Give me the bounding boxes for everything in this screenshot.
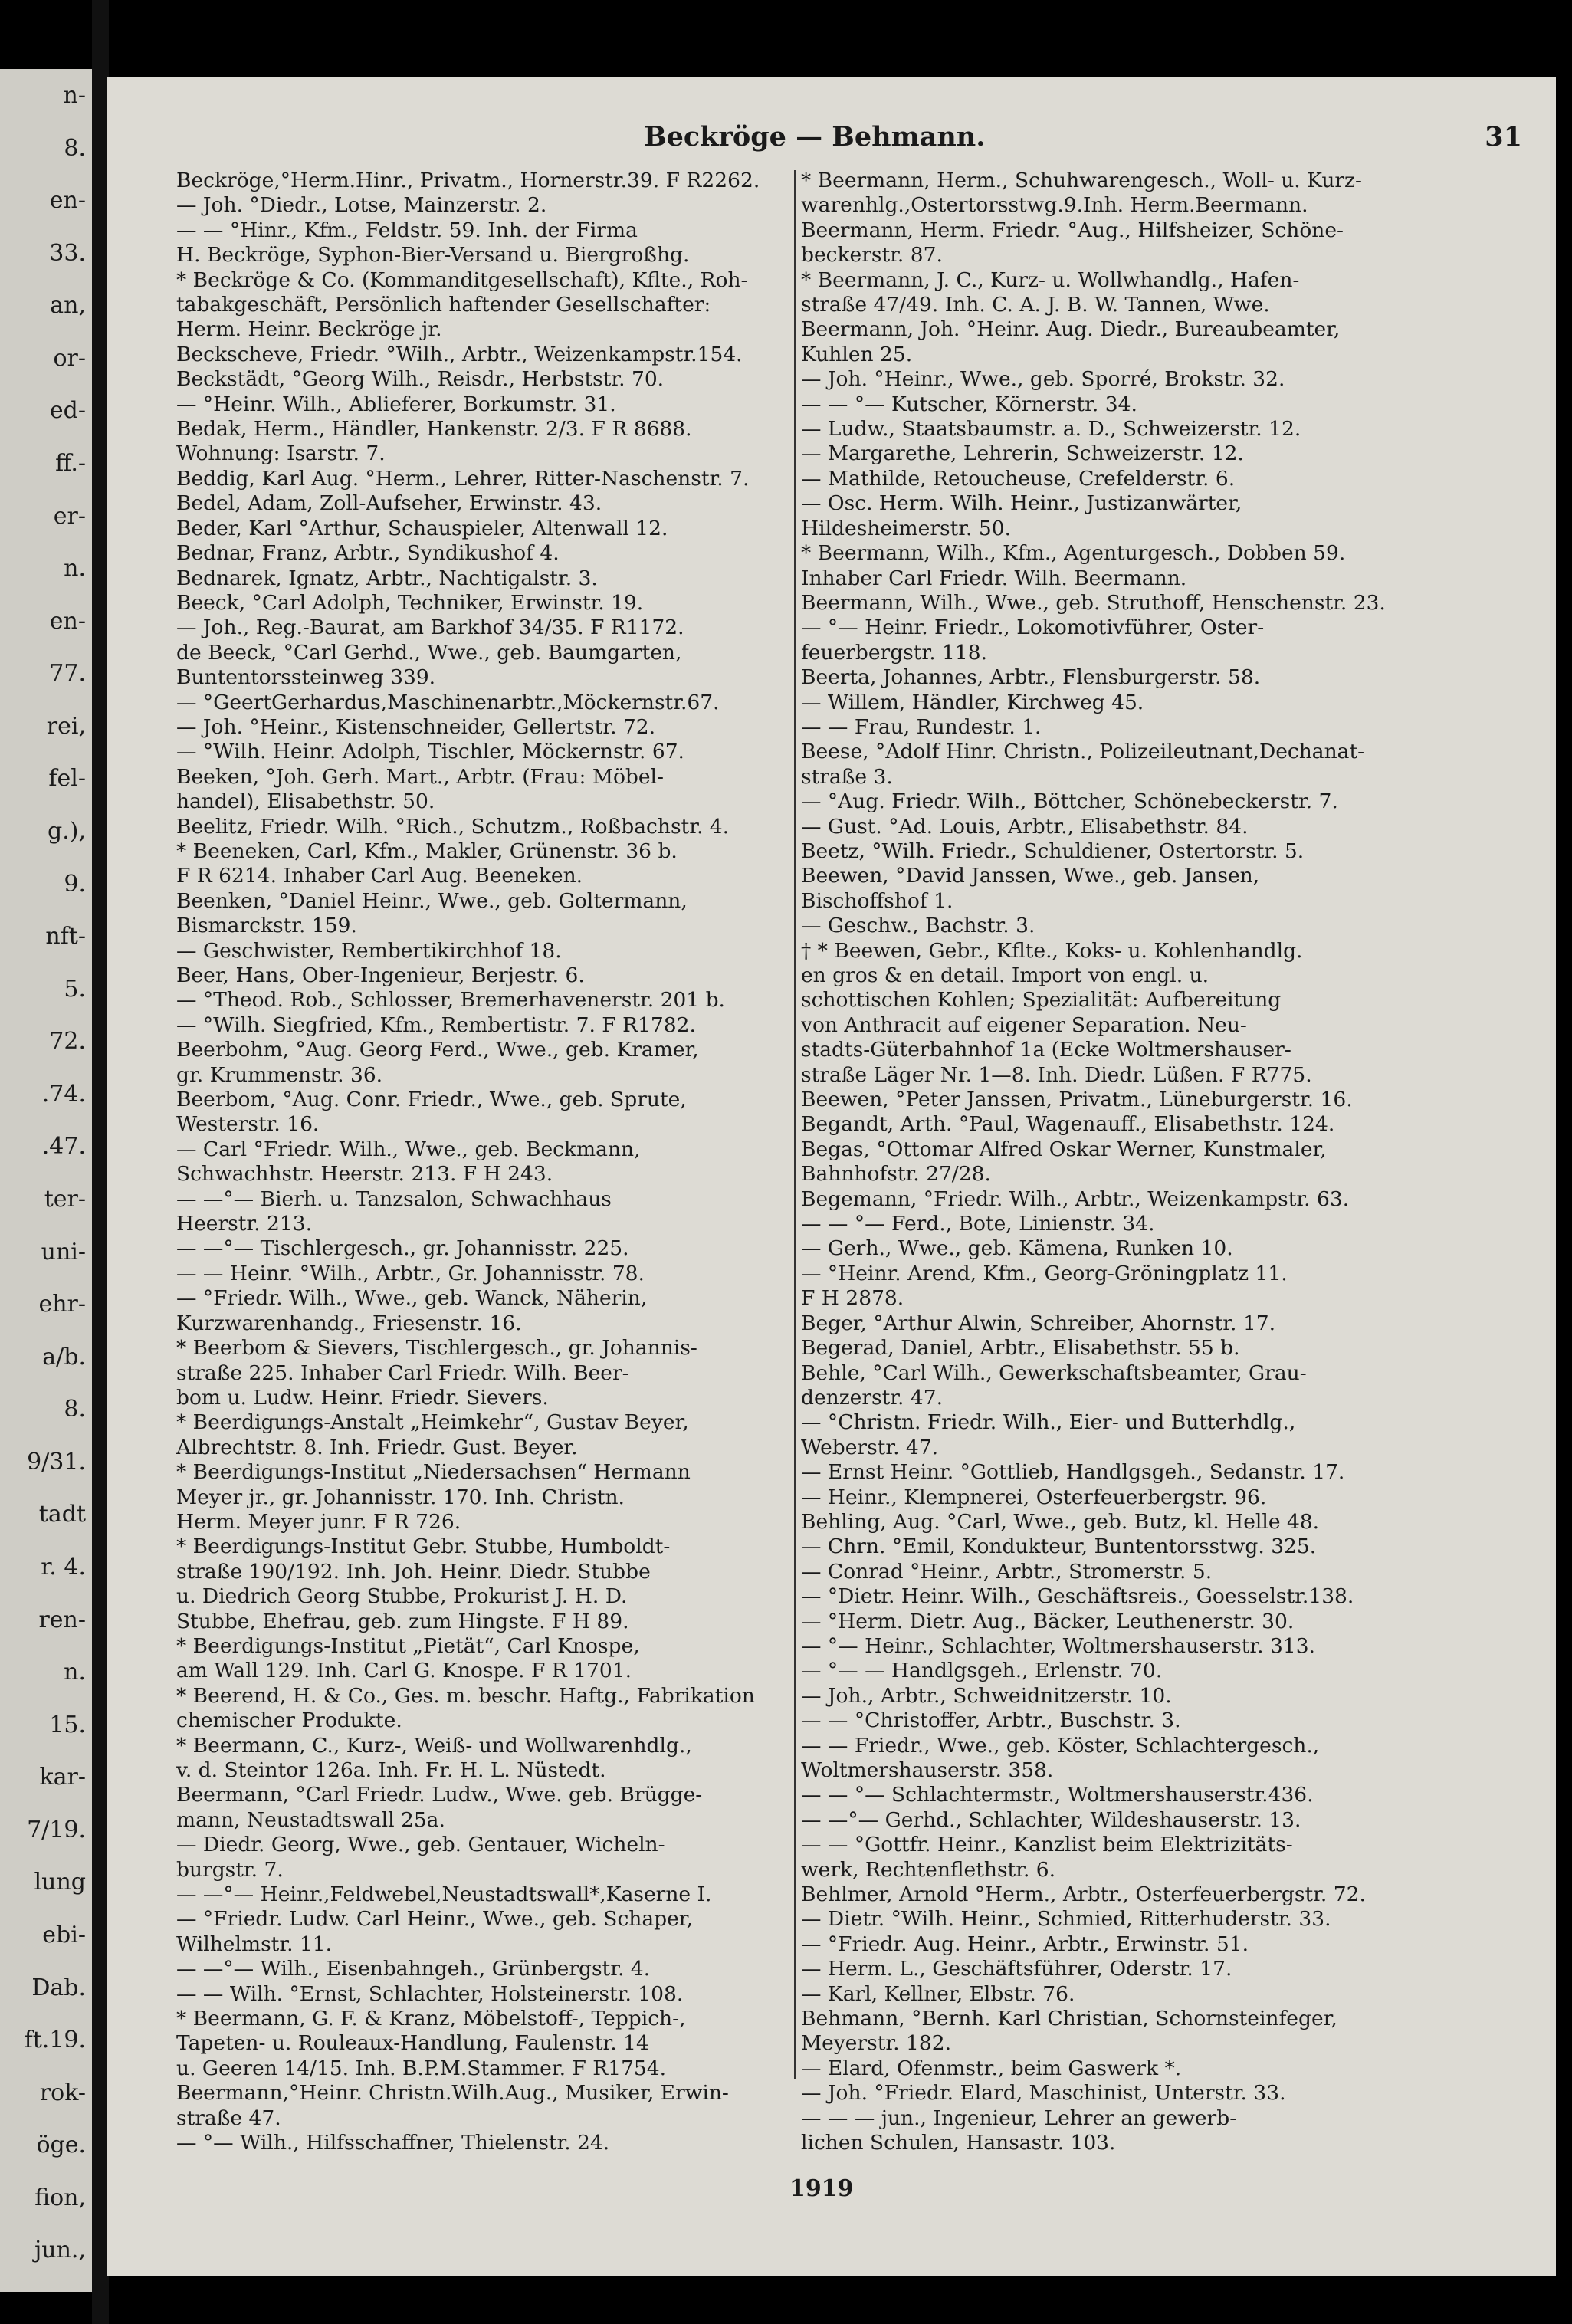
- facing-page-fragment: or-: [53, 344, 86, 372]
- directory-entry-line: — —°— Gerhd., Schlachter, Wildeshauserstr. 13.: [801, 1807, 1301, 1832]
- directory-entry-line: — Joh. °Heinr., Wwe., geb. Sporré, Brokstr. 32.: [801, 367, 1285, 392]
- directory-entry-line: tabakgeschäft, Persönlich haftender Gesellschafter:: [176, 293, 711, 317]
- directory-entry-line: — —°— Heinr.,Feldwebel,Neustadtswall*,Kaserne I.: [176, 1883, 712, 1907]
- directory-entry-line: — Carl °Friedr. Wilh., Wwe., geb. Beckmann,: [176, 1137, 641, 1161]
- directory-entry-line: * Beermann, G. F. & Kranz, Möbelstoff-, Teppich-,: [176, 2007, 686, 2031]
- directory-entry-line: straße 47.: [176, 2106, 281, 2130]
- directory-entry-line: Beckscheve, Friedr. °Wilh., Arbtr., Weizenkampstr.154.: [176, 342, 743, 366]
- directory-entry-line: Beermann, Joh. °Heinr. Aug. Diedr., Bureaubeamter,: [801, 317, 1341, 342]
- directory-entry-line: von Anthracit auf eigener Separation. Neu-: [801, 1013, 1247, 1037]
- facing-page-fragment: öge.: [36, 2132, 86, 2159]
- directory-entry-line: — —°— Tischlergesch., gr. Johannisstr. 225.: [176, 1236, 629, 1261]
- directory-entry-line: — °Friedr. Wilh., Wwe., geb. Wanck, Näherin,: [176, 1286, 648, 1311]
- facing-page-fragment: nft-: [45, 923, 86, 950]
- directory-entry-line: Inhaber Carl Friedr. Wilh. Beermann.: [801, 566, 1187, 590]
- directory-entry-line: bom u. Ludw. Heinr. Friedr. Sievers.: [176, 1385, 549, 1410]
- facing-page-text-fragments: [0, 69, 92, 2292]
- directory-entry-line: — — Friedr., Wwe., geb. Köster, Schlachtergesch.,: [801, 1733, 1320, 1758]
- directory-entry-line: * Beermann, C., Kurz-, Weiß- und Wollwarenhdlg.,: [176, 1733, 692, 1758]
- directory-entry-line: de Beeck, °Carl Gerhd., Wwe., geb. Baumgarten,: [176, 640, 682, 665]
- facing-page-fragment: en-: [49, 607, 86, 635]
- directory-entry-line: mann, Neustadtswall 25a.: [176, 1807, 445, 1832]
- directory-entry-line: Beelitz, Friedr. Wilh. °Rich., Schutzm., Roßbachstr. 4.: [176, 814, 730, 839]
- directory-entry-line: — Mathilde, Retoucheuse, Crefelderstr. 6.: [801, 466, 1236, 491]
- directory-entry-line: — Conrad °Heinr., Arbtr., Stromerstr. 5.: [801, 1559, 1213, 1584]
- facing-page-fragment: ren-: [38, 1606, 86, 1633]
- directory-entry-line: * Beerdigungs-Institut Gebr. Stubbe, Humboldt-: [176, 1535, 671, 1559]
- directory-entry-line: Tapeten- u. Rouleaux-Handlung, Faulenstr. 14: [176, 2031, 649, 2056]
- facing-page-fragment: .74.: [41, 1080, 86, 1108]
- directory-entry-line: Behling, Aug. °Carl, Wwe., geb. Butz, kl. Helle 48.: [801, 1509, 1320, 1534]
- directory-entry-line: — — — jun., Ingenieur, Lehrer an gewerb-: [801, 2106, 1237, 2130]
- directory-entry-line: Stubbe, Ehefrau, geb. zum Hingste. F H 89.: [176, 1609, 629, 1633]
- facing-page-fragment: n.: [64, 555, 86, 583]
- facing-page-fragment: ter-: [44, 1186, 86, 1213]
- directory-entry-line: — °GeertGerhardus,Maschinenarbtr.,Möckernstr.67.: [176, 690, 720, 714]
- facing-page-fragment: 7/19.: [27, 1816, 86, 1843]
- directory-entry-line: — Ludw., Staatsbaumstr. a. D., Schweizerstr. 12.: [801, 417, 1301, 441]
- facing-page-fragment: 33.: [49, 239, 86, 267]
- facing-page-fragment: .47.: [41, 1133, 86, 1160]
- directory-entry-line: — — °Christoffer, Arbtr., Buschstr. 3.: [801, 1709, 1181, 1733]
- directory-entry-line: Beermann, Wilh., Wwe., geb. Struthoff, Henschenstr. 23.: [801, 590, 1386, 615]
- directory-entry-line: v. d. Steintor 126a. Inh. Fr. H. L. Nüstedt.: [176, 1758, 606, 1782]
- directory-entry-line: am Wall 129. Inh. Carl G. Knospe. F R 1701.: [176, 1659, 632, 1683]
- running-header: Beckröge — Behmann.: [644, 121, 986, 153]
- directory-entry-line: Beermann, Herm. Friedr. °Aug., Hilfsheizer, Schöne-: [801, 218, 1344, 242]
- directory-entry-line: — Karl, Kellner, Elbstr. 76.: [801, 1981, 1075, 2006]
- directory-entry-line: — °Theod. Rob., Schlosser, Bremerhavenerstr. 201 b.: [176, 988, 725, 1013]
- directory-entry-line: — °Christn. Friedr. Wilh., Eier- und Butterhdlg.,: [801, 1410, 1296, 1435]
- directory-entry-line: u. Diedrich Georg Stubbe, Prokurist J. H. D.: [176, 1584, 628, 1609]
- directory-entry-line: * Beerdigungs-Institut „Pietät“, Carl Knospe,: [176, 1633, 640, 1658]
- directory-entry-line: Beetz, °Wilh. Friedr., Schuldiener, Ostertorstr. 5.: [801, 839, 1305, 863]
- directory-entry-line: Meyerstr. 182.: [801, 2031, 951, 2056]
- directory-entry-line: Beermann, °Carl Friedr. Ludw., Wwe. geb. Brügge-: [176, 1783, 703, 1807]
- facing-page-fragment: uni-: [41, 1238, 86, 1265]
- directory-entry-line: — Ernst Heinr. °Gottlieb, Handlgsgeh., Sedanstr. 17.: [801, 1460, 1345, 1485]
- directory-entry-line: — Gust. °Ad. Louis, Arbtr., Elisabethstr. 84.: [801, 814, 1249, 839]
- facing-page-fragment: 72.: [49, 1028, 86, 1055]
- facing-page-fragment: 9/31.: [27, 1448, 86, 1475]
- directory-entry-line: Bedel, Adam, Zoll-Aufseher, Erwinstr. 43.: [176, 491, 602, 516]
- directory-entry-line: Beerbohm, °Aug. Georg Ferd., Wwe., geb. Kramer,: [176, 1038, 699, 1062]
- directory-entry-line: Buntentorssteinweg 339.: [176, 665, 436, 690]
- facing-page-fragment: 9.: [64, 870, 86, 898]
- directory-entry-line: Begerad, Daniel, Arbtr., Elisabethstr. 55 b.: [801, 1336, 1240, 1361]
- directory-entry-line: Bedak, Herm., Händler, Hankenstr. 2/3. F R 8688.: [176, 417, 692, 441]
- directory-entry-line: Beewen, °Peter Janssen, Privatm., Lüneburgerstr. 16.: [801, 1088, 1353, 1112]
- facing-page-fragment: an,: [50, 292, 86, 320]
- directory-entry-line: — °Heinr. Wilh., Ablieferer, Borkumstr. 31.: [176, 392, 616, 416]
- directory-entry-line: Beckstädt, °Georg Wilh., Reisdr., Herbststr. 70.: [176, 367, 665, 392]
- directory-entry-line: Behlmer, Arnold °Herm., Arbtr., Osterfeuerbergstr. 72.: [801, 1883, 1366, 1907]
- facing-page-fragment: er-: [53, 502, 86, 530]
- directory-entry-line: Meyer jr., gr. Johannisstr. 170. Inh. Christn.: [176, 1485, 625, 1509]
- directory-entry-line: Beddig, Karl Aug. °Herm., Lehrer, Ritter-Naschenstr. 7.: [176, 466, 750, 491]
- directory-entry-line: — Willem, Händler, Kirchweg 45.: [801, 690, 1144, 714]
- directory-entry-line: Beeken, °Joh. Gerh. Mart., Arbtr. (Frau: Möbel-: [176, 764, 664, 789]
- facing-page-fragment: a/b.: [42, 1343, 86, 1370]
- facing-page-fragment: fion,: [34, 2184, 86, 2211]
- directory-entry-line: warenhlg.,Ostertorsstwg.9.Inh. Herm.Beermann.: [801, 193, 1308, 218]
- directory-entry-line: — Geschwister, Rembertikirchhof 18.: [176, 938, 562, 963]
- directory-entry-line: — Herm. L., Geschäftsführer, Oderstr. 17.: [801, 1957, 1232, 1981]
- directory-entry-line: Westerstr. 16.: [176, 1112, 320, 1137]
- directory-entry-line: — — °Hinr., Kfm., Feldstr. 59. Inh. der Firma: [176, 218, 638, 242]
- directory-entry-line: Hildesheimerstr. 50.: [801, 516, 1012, 540]
- directory-entry-line: — °— Heinr. Friedr., Lokomotivführer, Oster-: [801, 615, 1265, 640]
- directory-entry-line: Beder, Karl °Arthur, Schauspieler, Altenwall 12.: [176, 516, 668, 540]
- directory-entry-line: Kurzwarenhandg., Friesenstr. 16.: [176, 1311, 522, 1335]
- directory-entry-line: Begandt, Arth. °Paul, Wagenauff., Elisabethstr. 124.: [801, 1112, 1335, 1137]
- directory-entry-line: Kuhlen 25.: [801, 342, 913, 366]
- facing-page-fragment: Dab.: [31, 1974, 86, 2001]
- directory-entry-line: Beckröge,°Herm.Hinr., Privatm., Hornerstr.39. F R2262.: [176, 169, 760, 192]
- directory-entry-line: — Heinr., Klempnerei, Osterfeuerbergstr. 96.: [801, 1485, 1267, 1509]
- right-column: [801, 169, 1460, 2156]
- facing-page-fragment: tadt: [38, 1501, 86, 1528]
- directory-entry-line: — Elard, Ofenmstr., beim Gaswerk *.: [801, 2056, 1182, 2080]
- directory-entry-line: * Beerbom & Sievers, Tischlergesch., gr. Johannis-: [176, 1336, 697, 1361]
- directory-entry-line: * Beerend, H. & Co., Ges. m. beschr. Haftg., Fabrikation: [176, 1683, 755, 1708]
- facing-page-fragment: kar-: [39, 1764, 86, 1791]
- directory-entry-line: Begemann, °Friedr. Wilh., Arbtr., Weizenkampstr. 63.: [801, 1187, 1350, 1211]
- directory-entry-line: — — Wilh. °Ernst, Schlachter, Holsteinerstr. 108.: [176, 1981, 684, 2006]
- directory-entry-line: — — °— Schlachtermstr., Woltmershauserstr.436.: [801, 1783, 1314, 1807]
- directory-entry-line: Bednar, Franz, Arbtr., Syndikushof 4.: [176, 541, 560, 566]
- directory-entry-line: — °— Wilh., Hilfsschaffner, Thielenstr. 24.: [176, 2131, 610, 2155]
- directory-entry-line: H. Beckröge, Syphon-Bier-Versand u. Biergroßhg.: [176, 243, 690, 268]
- directory-entry-line: — — °— Ferd., Bote, Linienstr. 34.: [801, 1212, 1155, 1236]
- left-column: [176, 169, 835, 2156]
- directory-entry-line: — —°— Bierh. u. Tanzsalon, Schwachhaus: [176, 1187, 612, 1211]
- directory-entry-line: straße 3.: [801, 764, 893, 789]
- directory-entry-line: — Joh. °Heinr., Kistenschneider, Gellertstr. 72.: [176, 714, 656, 739]
- facing-page-fragment: n-: [63, 82, 86, 109]
- facing-page-edge: [0, 69, 92, 2292]
- directory-entry-line: Wohnung: Isarstr. 7.: [176, 441, 386, 466]
- directory-entry-line: — °Heinr. Arend, Kfm., Georg-Gröningplatz 11.: [801, 1261, 1288, 1285]
- directory-entry-line: † * Beewen, Gebr., Kflte., Koks- u. Kohlenhandlg.: [801, 938, 1303, 963]
- facing-page-fragment: fel-: [48, 765, 86, 793]
- directory-entry-line: denzerstr. 47.: [801, 1385, 944, 1410]
- directory-entry-line: Beermann,°Heinr. Christn.Wilh.Aug., Musiker, Erwin-: [176, 2081, 729, 2106]
- directory-entry-line: Bednarek, Ignatz, Arbtr., Nachtigalstr. 3.: [176, 566, 598, 590]
- directory-entry-line: Herm. Meyer junr. F R 726.: [176, 1509, 461, 1534]
- directory-entry-line: Bahnhofstr. 27/28.: [801, 1162, 991, 1187]
- directory-entry-line: en gros & en detail. Import von engl. u.: [801, 963, 1209, 987]
- directory-entry-line: handel), Elisabethstr. 50.: [176, 789, 435, 814]
- facing-page-fragment: jun.,: [34, 2237, 86, 2264]
- directory-entry-line: — —°— Wilh., Eisenbahngeh., Grünbergstr. 4.: [176, 1957, 651, 1981]
- directory-entry-line: * Beerdigungs-Institut „Niedersachsen“ Hermann: [176, 1460, 691, 1485]
- directory-entry-line: * Beeneken, Carl, Kfm., Makler, Grünenstr. 36 b.: [176, 839, 678, 863]
- directory-entry-line: — °Wilh. Heinr. Adolph, Tischler, Möckernstr. 67.: [176, 740, 684, 764]
- directory-entry-line: lichen Schulen, Hansastr. 103.: [801, 2131, 1116, 2155]
- directory-entry-line: straße Läger Nr. 1—8. Inh. Diedr. Lüßen. F R775.: [801, 1062, 1312, 1087]
- directory-entry-line: — Osc. Herm. Wilh. Heinr., Justizanwärter,: [801, 491, 1242, 516]
- facing-page-fragment: 5.: [64, 975, 86, 1003]
- facing-page-fragment: ebi-: [42, 1922, 86, 1948]
- directory-entry-line: — °— — Handlgsgeh., Erlenstr. 70.: [801, 1659, 1163, 1683]
- directory-entry-line: u. Geeren 14/15. Inh. B.P.M.Stammer. F R1754.: [176, 2056, 667, 2080]
- publication-year: 1919: [789, 2175, 854, 2202]
- directory-entry-line: Schwachhstr. Heerstr. 213. F H 243.: [176, 1162, 553, 1187]
- directory-entry-line: — — Heinr. °Wilh., Arbtr., Gr. Johannisstr. 78.: [176, 1261, 645, 1285]
- directory-entry-line: — Diedr. Georg, Wwe., geb. Gentauer, Wicheln-: [176, 1833, 665, 1857]
- directory-entry-line: Beger, °Arthur Alwin, Schreiber, Ahornstr. 17.: [801, 1311, 1276, 1335]
- directory-entry-line: Behmann, °Bernh. Karl Christian, Schornsteinfeger,: [801, 2007, 1337, 2031]
- directory-entry-line: straße 47/49. Inh. C. A. J. B. W. Tannen, Wwe.: [801, 293, 1270, 317]
- directory-entry-line: Weberstr. 47.: [801, 1435, 939, 1459]
- directory-entry-line: feuerbergstr. 118.: [801, 640, 988, 665]
- directory-entry-line: stadts-Güterbahnhof 1a (Ecke Woltmershauser-: [801, 1038, 1291, 1062]
- directory-entry-line: Beerbom, °Aug. Conr. Friedr., Wwe., geb. Sprute,: [176, 1088, 687, 1112]
- directory-entry-line: Albrechtstr. 8. Inh. Friedr. Gust. Beyer.: [176, 1435, 578, 1459]
- directory-entry-line: Begas, °Ottomar Alfred Oskar Werner, Kunstmaler,: [801, 1137, 1327, 1161]
- facing-page-fragment: ff.-: [55, 450, 86, 477]
- directory-entry-line: — Gerh., Wwe., geb. Kämena, Runken 10.: [801, 1236, 1233, 1261]
- facing-page-fragment: ed-: [49, 397, 86, 425]
- directory-entry-line: F H 2878.: [801, 1286, 904, 1311]
- directory-entry-line: — °Dietr. Heinr. Wilh., Geschäftsreis., Goesselstr.138.: [801, 1584, 1354, 1609]
- directory-entry-line: Beewen, °David Janssen, Wwe., geb. Jansen,: [801, 864, 1260, 888]
- directory-entry-line: Behle, °Carl Wilh., Gewerkschaftsbeamter, Grau-: [801, 1361, 1307, 1385]
- directory-entry-line: F R 6214. Inhaber Carl Aug. Beeneken.: [176, 864, 583, 888]
- directory-entry-line: werk, Rechtenflethstr. 6.: [801, 1857, 1056, 1882]
- directory-entry-line: — °Friedr. Aug. Heinr., Arbtr., Erwinstr. 51.: [801, 1932, 1249, 1956]
- directory-entry-line: — — °Gottfr. Heinr., Kanzlist beim Elektrizitäts-: [801, 1833, 1293, 1857]
- directory-entry-line: Bismarckstr. 159.: [176, 914, 357, 938]
- directory-entry-line: Beese, °Adolf Hinr. Christn., Polizeileutnant,Dechanat-: [801, 740, 1365, 764]
- directory-entry-line: * Beermann, J. C., Kurz- u. Wollwhandlg., Hafen-: [801, 268, 1300, 292]
- directory-entry-line: Beeck, °Carl Adolph, Techniker, Erwinstr. 19.: [176, 590, 644, 615]
- facing-page-fragment: en-: [49, 187, 86, 215]
- facing-page-fragment: 8.: [64, 134, 86, 162]
- directory-entry-line: straße 225. Inhaber Carl Friedr. Wilh. Beer-: [176, 1361, 629, 1385]
- facing-page-fragment: lung: [34, 1869, 86, 1896]
- directory-entry-line: — Chrn. °Emil, Kondukteur, Buntentorsstwg. 325.: [801, 1535, 1317, 1559]
- book-gutter: [92, 0, 109, 2324]
- directory-page: [107, 77, 1556, 2276]
- facing-page-fragment: 77.: [49, 660, 86, 688]
- directory-entry-line: burgstr. 7.: [176, 1857, 284, 1882]
- directory-entry-line: — °Aug. Friedr. Wilh., Böttcher, Schönebeckerstr. 7.: [801, 789, 1338, 814]
- directory-entry-line: — °Friedr. Ludw. Carl Heinr., Wwe., geb. Schaper,: [176, 1907, 693, 1932]
- directory-entry-line: — Joh. °Friedr. Elard, Maschinist, Unterstr. 33.: [801, 2081, 1286, 2106]
- directory-entry-line: beckerstr. 87.: [801, 243, 943, 268]
- directory-entry-line: — °Wilh. Siegfried, Kfm., Rembertistr. 7. F R1782.: [176, 1013, 696, 1037]
- directory-entry-line: gr. Krummenstr. 36.: [176, 1062, 383, 1087]
- directory-entry-line: — Margarethe, Lehrerin, Schweizerstr. 12.: [801, 441, 1244, 466]
- directory-entry-line: Heerstr. 213.: [176, 1212, 312, 1236]
- directory-entry-line: — Joh., Reg.-Baurat, am Barkhof 34/35. F R1172.: [176, 615, 684, 640]
- column-divider: [794, 170, 796, 2079]
- directory-entry-line: — — °— Kutscher, Körnerstr. 34.: [801, 392, 1137, 416]
- directory-entry-line: Herm. Heinr. Beckröge jr.: [176, 317, 442, 342]
- directory-entry-line: Beer, Hans, Ober-Ingenieur, Berjestr. 6.: [176, 963, 585, 987]
- directory-entry-line: Beerta, Johannes, Arbtr., Flensburgerstr. 58.: [801, 665, 1261, 690]
- directory-entry-line: * Beermann, Herm., Schuhwarengesch., Woll- u. Kurz-: [801, 169, 1362, 192]
- facing-page-fragment: ehr-: [38, 1291, 86, 1318]
- facing-page-fragment: r. 4.: [41, 1554, 86, 1581]
- facing-page-fragment: g.),: [48, 818, 86, 845]
- page-number: 31: [1485, 121, 1522, 153]
- directory-entry-line: * Beermann, Wilh., Kfm., Agenturgesch., Dobben 59.: [801, 541, 1346, 566]
- directory-entry-line: chemischer Produkte.: [176, 1709, 402, 1733]
- facing-page-fragment: rok-: [39, 2079, 86, 2106]
- directory-entry-line: — °— Heinr., Schlachter, Woltmershauserstr. 313.: [801, 1633, 1315, 1658]
- directory-entry-line: * Beerdigungs-Anstalt „Heimkehr“, Gustav Beyer,: [176, 1410, 689, 1435]
- facing-page-fragment: 8.: [64, 1396, 86, 1423]
- directory-entry-line: schottischen Kohlen; Spezialität: Aufbereitung: [801, 988, 1282, 1013]
- directory-entry-line: — Joh., Arbtr., Schweidnitzerstr. 10.: [801, 1683, 1172, 1708]
- directory-entry-line: * Beckröge & Co. (Kommanditgesellschaft), Kflte., Roh-: [176, 268, 748, 292]
- directory-entry-line: — — Frau, Rundestr. 1.: [801, 714, 1042, 739]
- facing-page-fragment: 15.: [49, 1711, 86, 1738]
- facing-page-fragment: ft.19.: [24, 2027, 86, 2054]
- facing-page-fragment: n.: [64, 1659, 86, 1686]
- directory-entry-line: — °Herm. Dietr. Aug., Bäcker, Leuthenerstr. 30.: [801, 1609, 1295, 1633]
- directory-entry-line: Wilhelmstr. 11.: [176, 1932, 333, 1956]
- directory-entry-line: Bischoffshof 1.: [801, 888, 953, 913]
- directory-entry-line: — Dietr. °Wilh. Heinr., Schmied, Ritterhuderstr. 33.: [801, 1907, 1331, 1932]
- directory-entry-line: straße 190/192. Inh. Joh. Heinr. Diedr. Stubbe: [176, 1559, 651, 1584]
- directory-entry-line: — Joh. °Diedr., Lotse, Mainzerstr. 2.: [176, 193, 547, 218]
- directory-entry-line: Woltmershauserstr. 358.: [801, 1758, 1054, 1782]
- facing-page-fragment: rei,: [46, 712, 86, 740]
- directory-entry-line: Beenken, °Daniel Heinr., Wwe., geb. Goltermann,: [176, 888, 688, 913]
- directory-entry-line: — Geschw., Bachstr. 3.: [801, 914, 1035, 938]
